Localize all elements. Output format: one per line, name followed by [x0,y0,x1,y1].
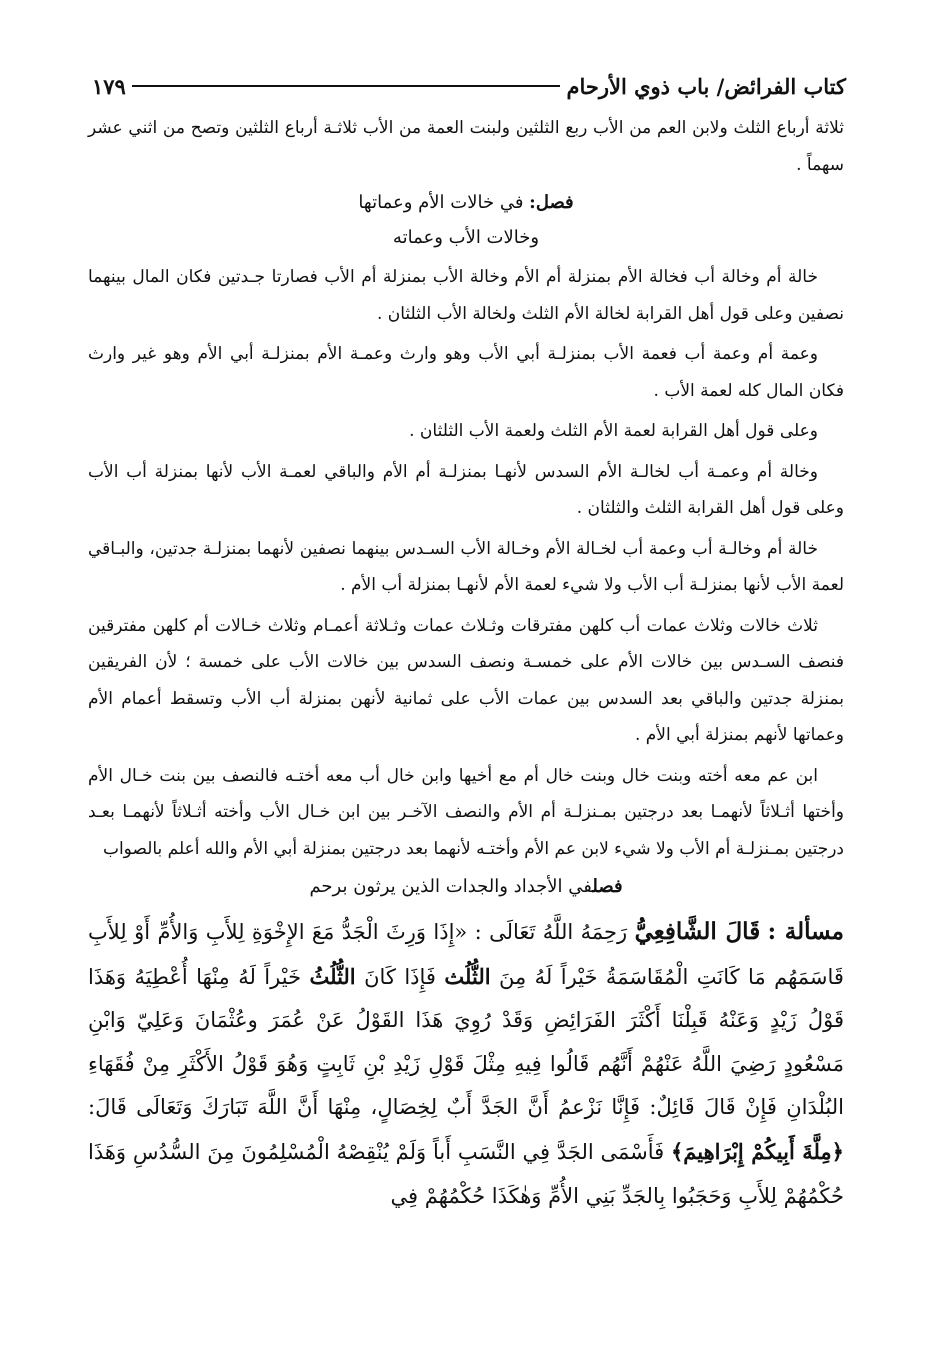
imam-name: قَالَ الشَّافِعِيُّ [634,918,761,945]
paragraph: خالة أم وخالـة أب وعمة أب لخـالة الأم وخـالة الأب السـدس بينهما نصفين لأنهما بمنزلـة جدتين، والبـاقي لعمة الأب لأنها بمنزلـة أب الأب ولا شيء لعمة الأم لأنهـا بمنزلة أب الأم . [88,538,844,595]
quran-quote: ﴿مِلَّةَ أَبِيكُمْ إِبْرَاهِيمَ﴾ [670,1138,844,1164]
section-heading-grandparents [88,869,844,904]
masala-text: خَيْراً لَهُ مِنْهَا أُعْطِيَهُ وَهَذَا قَوْلُ زَيْدٍ وَعَنْهُ قَبِلْنَا أَكْثَرَ الفَرَائِضِ وَقَدْ رُوِيَ هَذَا القَوْلُ عَنْ عُمَرَ وعُثْمَانَ وَعَلِيّ وَابْنِ مَسْعُودٍ رَضِيَ اللَّهُ عَنْهُمْ أَنَّهُم قَالُوا فِيهِ مِثْلَ قَوْلِ زَيْدِ بْنِ ثَابِتٍ وَهُوَ قَوْلُ الأَكْثَرِ مِنْ فُقَهَاءِ البُلْدَانِ فَإِنْ قَالَ قَائِلٌ: فَإِنَّا نَزْعمُ أَنَّ الجَدَّ أَبٌ لِخِصَالٍ، مِنْهَا أَنَّ اللَّهَ تَبَارَكَ وَتَعَالَى قَالَ: [88,964,844,1120]
masala-label: مسألة : [767,918,844,945]
section-title-line1: في خالات الأم وعماتها [358,192,524,213]
masala-text: فَأَسْمَى الجَدَّ فِي النَّسَبِ أَباً وَلَمْ يُنْقِصْهُ الْمُسْلِمُونَ مِنَ السُّدُسِ وَهَذَا حُكْمُهُمْ لِلأَبِ وَحَجَبُوا بِالجَدِّ بَنِي الأُمِّ وَهٰكَذَا حُكْمُهُمْ فِي [88,1139,844,1208]
header-title: كتاب الفرائض/ باب ذوي الأرحام [566,73,846,99]
section-label: فصل: [529,192,574,213]
running-header [92,68,846,104]
section-heading-maternal-aunts [88,185,844,255]
intro-paragraph: ثلاثة أرباع الثلث ولابن العم من الأب ربع الثلثين ولبنت العمة من الأب ثلاثـة أرباع الثلثين وتصح من اثني عشر سهماً . [88,118,844,175]
page-body [88,110,844,1218]
page-number: ١٧٩ [92,73,126,99]
header-rule [132,85,561,87]
paragraph: وخالة أم وعمـة أب لخالـة الأم السدس لأنهـا بمنزلـة أم الأم والباقي لعمـة الأب لأنها بمنزلة أب الأب وعلى قول أهل القرابة الثلث والثلثان . [88,461,844,518]
paragraph: وعلى قول أهل القرابة لعمة الأم الثلث ولعمة الأب الثلثان . [409,421,818,441]
paragraph: وعمة أم وعمة أب فعمة الأب بمنزلـة أبي الأب وهو وارث وعمـة الأم بمنزلـة أبي الأم وهو غير وارث فكان المال كله لعمة الأب . [88,344,844,401]
masala-paragraph [88,910,844,1218]
masala-text: فَإِذَا كَانَ [364,964,436,989]
paragraph: خالة أم وخالة أب فخالة الأم بمنزلة أم الأم وخالة الأب بمنزلة أم الأب فصارتا جـدتين فكان المال بينهما نصفين وعلى قول أهل القرابة لخالة الأم الثلث ولخالة الأب الثلثان . [88,267,844,324]
section-title: في الأجداد والجدات الذين يرثون برحم [309,876,593,897]
section-title-line2: وخالات الأب وعماته [392,227,540,248]
paragraph: ثلاث خالات وثلاث عمات أب كلهن مفترقات وثـلاث عمات وثـلاثة أعمـام وثلاث خـالات أم كلهن مفترقين فنصف السـدس بين خالات الأم على خمسـة ونصف السدس بين خالات الأب على خمسة ؛ لأن الفريقين بمنزلة جدتين والباقي بعد السدس بين عمات الأب على ثمانية لأنهن بمنزلة أب الأب وتسقط أعمام الأم وعماتها لأنهم بمنزلة أبي الأم . [88,615,844,745]
paragraph: ابن عم معه أخته وبنت خال وبنت خال أم مع أخيها وابن خال أب معه أختـه فالنصف بين بنت خـال الأم وأختها أثـلاثاً لأنهمـا بعد درجتين بمـنزلـة أم الأم والنصف الآخـر بين ابن خـال الأب وأخته أثـلاثاً لأنهمـا بعـد درجتين بمـنزلـة أم الأب ولا شيء لابن عم الأم وأختـه لأنهما بعد درجتين بمنزلة أبي الأم والله أعلم بالصواب [88,765,844,859]
bold-term: الثُّلُثُ [309,963,356,989]
masala-text: رَحِمَهُ اللَّهُ تَعَالَى : «إِذَا وَرِثَ الْجَدُّ مَعَ الإِخْوَةِ لِلأَبِ وَالأُمِّ أَوْ لِلأَبِ قَاسَمَهُم مَا كَانَتِ الْمُقَاسَمَةُ خَيْراً لَهُ مِنَ [88,920,844,989]
bold-term: الثُّلُث [444,963,491,989]
section-label: فصل [592,876,623,897]
